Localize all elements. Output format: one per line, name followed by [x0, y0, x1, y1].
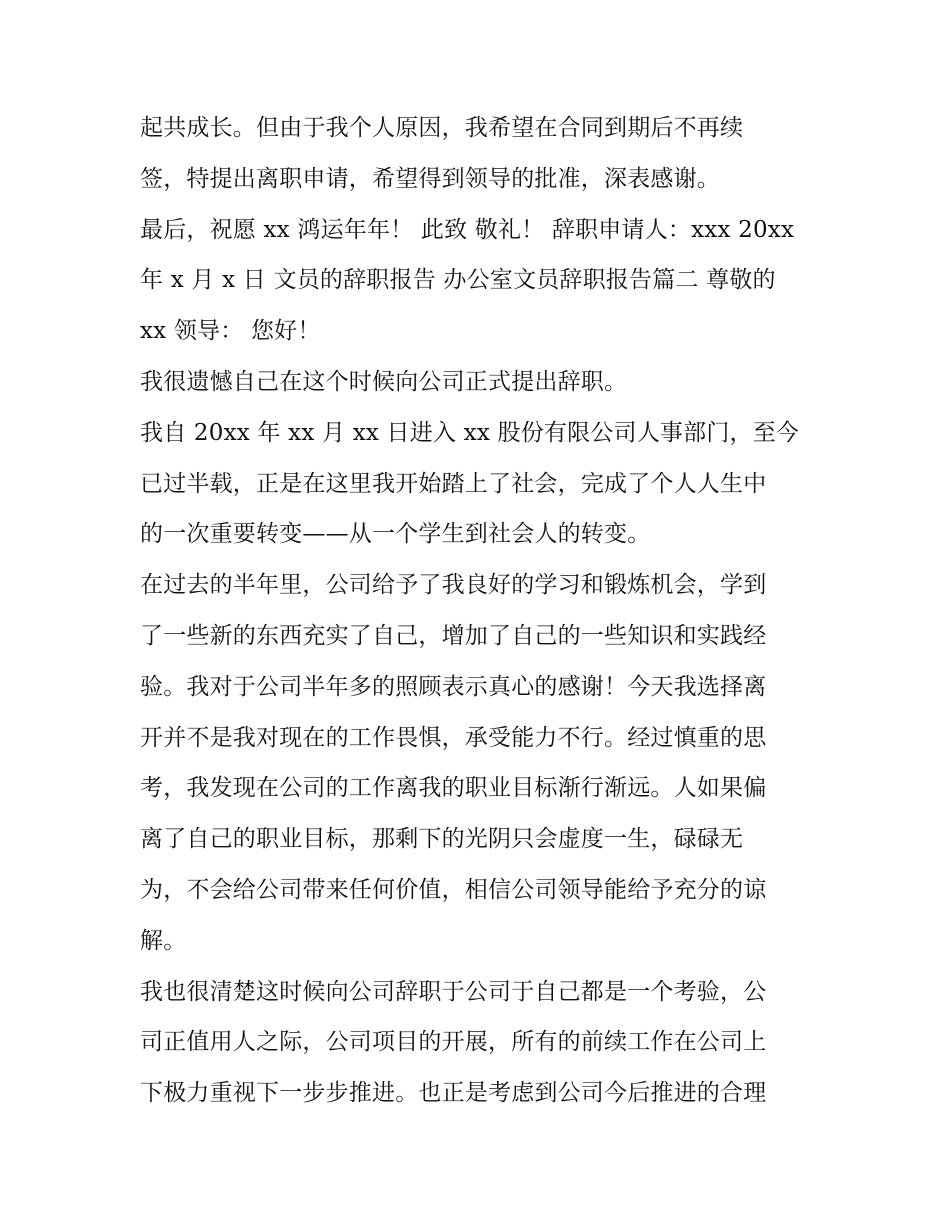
text-line: 验。我对于公司半年多的照顾表示真心的感谢！今天我选择离 [140, 673, 767, 700]
text-line: 我很遗憾自己在这个时候向公司正式提出辞职。 [140, 368, 628, 395]
text-line: 年 x 月 x 日 文员的辞职报告 办公室文员辞职报告篇二 尊敬的 [140, 267, 776, 294]
text-line: 的一次重要转变——从一个学生到社会人的转变。 [140, 521, 651, 548]
text-line: 下极力重视下一步步推进。也正是考虑到公司今后推进的合理 [140, 1080, 767, 1107]
text-line: 签，特提出离职申请，希望得到领导的批准，深表感谢。 [140, 165, 720, 192]
text-line: 在过去的半年里，公司给予了我良好的学习和锻炼机会，学到 [140, 572, 767, 599]
text-line: 了一些新的东西充实了自己，增加了自己的一些知识和实践经 [140, 622, 767, 649]
text-line: 离了自己的职业目标，那剩下的光阴只会虚度一生，碌碌无 [140, 826, 744, 853]
text-line: 为，不会给公司带来任何价值，相信公司领导能给予充分的谅 [140, 876, 767, 903]
text-line: 考，我发现在公司的工作离我的职业目标渐行渐远。人如果偏 [140, 775, 767, 802]
text-line: xx 领导： 您好！ [140, 318, 321, 345]
text-line: 起共成长。但由于我个人原因，我希望在合同到期后不再续 [140, 115, 744, 141]
text-line: 已过半载，正是在这里我开始踏上了社会，完成了个人人生中 [140, 470, 767, 497]
text-line: 开并不是我对现在的工作畏惧，承受能力不行。经过慎重的思 [140, 724, 767, 751]
text-line: 司正值用人之际，公司项目的开展，所有的前续工作在公司上 [140, 1029, 767, 1056]
text-line: 我自 20xx 年 xx 月 xx 日进入 xx 股份有限公司人事部门，至今 [140, 419, 800, 446]
text-line: 我也很清楚这时候向公司辞职于公司于自己都是一个考验，公 [140, 978, 767, 1005]
text-line: 解。 [140, 927, 187, 954]
text-line: 最后，祝愿 xx 鸿运年年！ 此致 敬礼！ 辞职申请人：xxx 20xx [140, 216, 795, 243]
document-body [140, 103, 820, 1119]
